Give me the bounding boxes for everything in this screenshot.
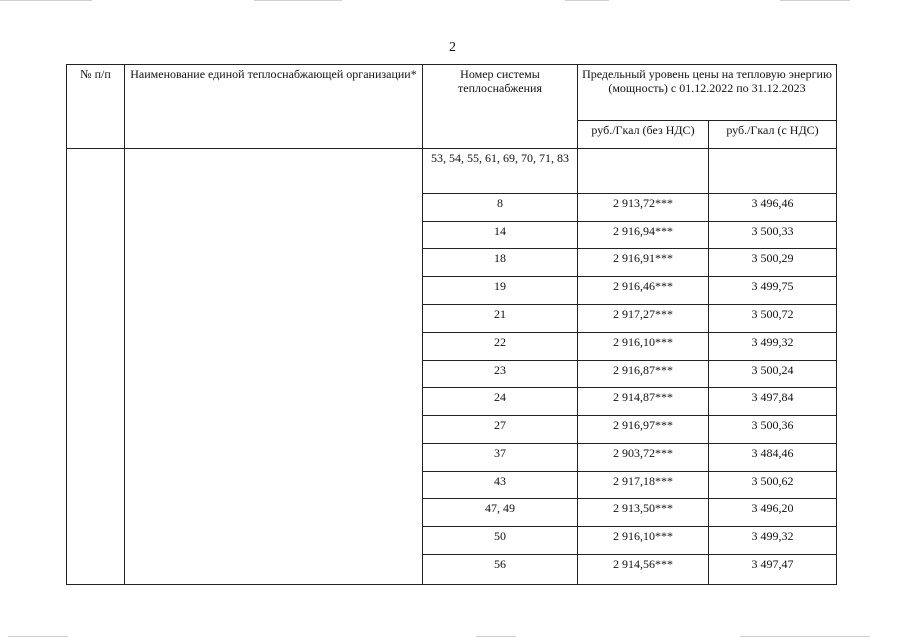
scan-edge-bottom-left (8, 636, 68, 637)
system-number-cell: 14 (423, 221, 578, 249)
system-number-cell: 22 (423, 332, 578, 360)
system-number-cell: 24 (423, 388, 578, 416)
price-without-vat-cell: 2 916,91*** (578, 249, 709, 277)
system-number-cell: 56 (423, 555, 578, 585)
price-table (66, 64, 837, 585)
price-with-vat-cell: 3 496,46 (709, 193, 837, 221)
price-with-vat-cell (709, 149, 837, 194)
system-number-cell: 8 (423, 193, 578, 221)
price-without-vat-cell: 2 916,87*** (578, 360, 709, 388)
price-without-vat-cell: 2 914,87*** (578, 388, 709, 416)
price-without-vat-cell: 2 913,50*** (578, 499, 709, 527)
scan-edge-bottom-mid (476, 636, 516, 637)
header-price-without-vat: руб./Гкал (без НДС) (578, 121, 709, 149)
price-with-vat-cell: 3 500,62 (709, 471, 837, 499)
price-without-vat-cell: 2 917,27*** (578, 305, 709, 333)
price-without-vat-cell: 2 917,18*** (578, 471, 709, 499)
price-with-vat-cell: 3 499,75 (709, 277, 837, 305)
price-with-vat-cell: 3 496,20 (709, 499, 837, 527)
scan-edge-top-right (565, 0, 609, 1)
system-number-cell: 19 (423, 277, 578, 305)
index-cell (67, 149, 125, 585)
header-price-with-vat: руб./Гкал (с НДС) (709, 121, 837, 149)
price-without-vat-cell: 2 916,94*** (578, 221, 709, 249)
scan-edge-bottom-right (740, 636, 870, 637)
price-with-vat-cell: 3 500,72 (709, 305, 837, 333)
header-index: № п/п (67, 65, 125, 149)
page-number: 2 (449, 40, 456, 55)
system-number-cell: 50 (423, 527, 578, 555)
price-with-vat-cell: 3 497,47 (709, 555, 837, 585)
system-number-cell: 21 (423, 305, 578, 333)
price-without-vat-cell: 2 913,72*** (578, 193, 709, 221)
header-system-number: Номер системы теплоснабжения (423, 65, 578, 149)
price-with-vat-cell: 3 500,24 (709, 360, 837, 388)
price-with-vat-cell: 3 500,33 (709, 221, 837, 249)
header-organization: Наименование единой теплоснабжающей организации* (125, 65, 423, 149)
price-without-vat-cell (578, 149, 709, 194)
system-number-cell: 23 (423, 360, 578, 388)
price-without-vat-cell: 2 916,46*** (578, 277, 709, 305)
price-with-vat-cell: 3 497,84 (709, 388, 837, 416)
price-with-vat-cell: 3 499,32 (709, 527, 837, 555)
price-with-vat-cell: 3 499,32 (709, 332, 837, 360)
price-with-vat-cell: 3 484,46 (709, 443, 837, 471)
header-price-level: Предельный уровень цены на тепловую энергию (мощность) с 01.12.2022 по 31.12.2023 (578, 65, 837, 121)
system-number-cell: 27 (423, 416, 578, 444)
organization-cell (125, 149, 423, 585)
system-number-cell: 47, 49 (423, 499, 578, 527)
system-number-cell: 37 (423, 443, 578, 471)
price-without-vat-cell: 2 916,10*** (578, 332, 709, 360)
scan-edge-top-far-right (780, 0, 850, 1)
price-without-vat-cell: 2 916,10*** (578, 527, 709, 555)
price-with-vat-cell: 3 500,36 (709, 416, 837, 444)
scan-edge-top-mid (254, 0, 342, 1)
system-number-cell: 18 (423, 249, 578, 277)
system-number-cell: 53, 54, 55, 61, 69, 70, 71, 83 (423, 149, 578, 194)
price-without-vat-cell: 2 916,97*** (578, 416, 709, 444)
scan-edge-top-left (0, 0, 92, 1)
system-number-cell: 43 (423, 471, 578, 499)
table-row (67, 149, 837, 194)
price-with-vat-cell: 3 500,29 (709, 249, 837, 277)
price-without-vat-cell: 2 914,56*** (578, 555, 709, 585)
price-without-vat-cell: 2 903,72*** (578, 443, 709, 471)
